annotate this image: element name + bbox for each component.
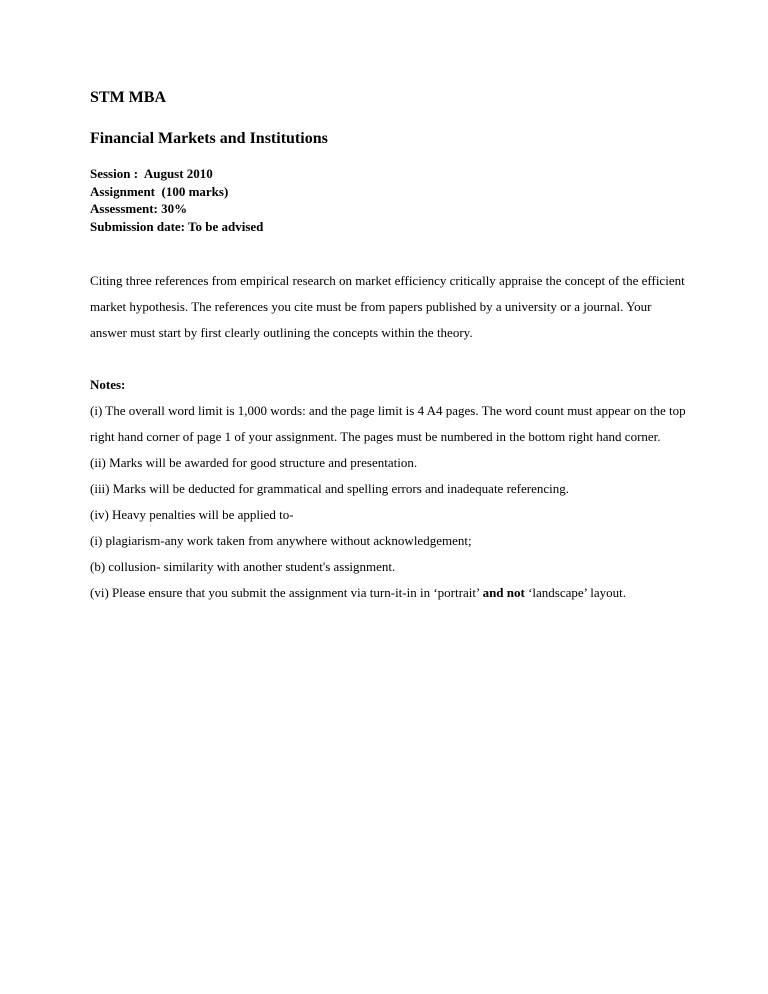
note-text: (vi) Please ensure that you submit the assignment via turn-it-in in ‘portrait’ — [90, 585, 483, 600]
note-item: (iii) Marks will be deducted for grammatical and spelling errors and inadequate referencing. — [90, 481, 570, 496]
note-item: (i) The overall word limit is 1,000 words: and the page limit is 4 A4 pages. The word count must appear on the top right hand corner of page 1 of your assignment. The pages must be numbered in the bottom right hand corner. — [90, 403, 686, 444]
org-title: STM MBA — [90, 89, 166, 106]
notes-title: Notes: — [90, 377, 126, 392]
submission-line: Submission date: To be advised — [90, 218, 264, 234]
note-item: (b) collusion- similarity with another student's assignment. — [90, 559, 396, 574]
notes-list — [90, 398, 690, 606]
note-text: ‘landscape’ layout. — [524, 585, 627, 600]
course-title: Financial Markets and Institutions — [90, 130, 328, 147]
note-item: (i) plagiarism-any work taken from anywhere without acknowledgement; — [90, 533, 472, 548]
task-paragraph: Citing three references from empirical research on market efficiency critically appraise the concept of the efficient market hypothesis. The references you cite must be from papers published by a university or a journal. Your answer must start by first clearly outlining the concepts within the theory. — [90, 273, 685, 340]
assessment-line: Assessment: 30% — [90, 201, 188, 216]
document-content — [90, 88, 690, 606]
note-emphasis: and not — [482, 585, 525, 600]
session-line: Session : August 2010 — [90, 166, 213, 181]
note-item-layout — [90, 580, 690, 606]
note-item: (ii) Marks will be awarded for good structure and presentation. — [90, 455, 418, 470]
assignment-line: Assignment (100 marks) — [90, 183, 229, 199]
note-item: (iv) Heavy penalties will be applied to- — [90, 507, 294, 522]
assignment-meta — [90, 165, 690, 235]
